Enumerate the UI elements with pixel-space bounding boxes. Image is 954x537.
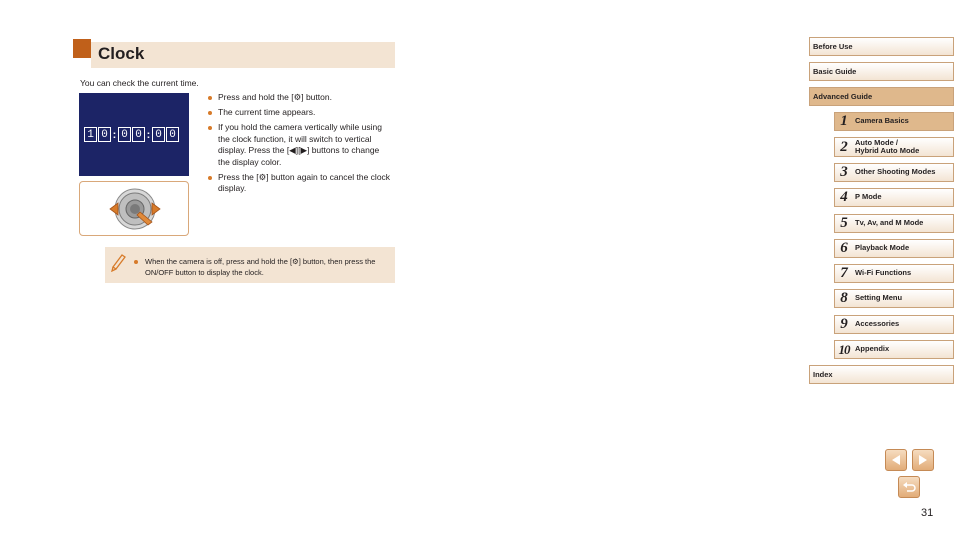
note-text: When the camera is off, press and hold the [⚙] button, then press the ON/OFF button to display the clock. — [145, 257, 376, 277]
instruction-list — [208, 92, 392, 198]
sidebar-item-basic-guide[interactable]: Basic Guide — [809, 62, 954, 81]
list-item: The current time appears. — [208, 107, 392, 119]
clock-digit: 1 — [84, 127, 97, 142]
sidebar-chapter-appendix[interactable]: 10 Appendix — [834, 340, 954, 359]
sidebar-item-advanced-guide[interactable]: Advanced Guide — [809, 87, 954, 106]
sidebar-chapter-accessories[interactable]: 9 Accessories — [834, 315, 954, 334]
list-item: If you hold the camera vertically while using the clock function, it will switch to vertical display. Press the [◀][▶] buttons to change the display color. — [208, 122, 392, 168]
sidebar-item-index[interactable]: Index — [809, 365, 954, 384]
right-arrow-icon — [917, 454, 929, 466]
return-button[interactable] — [898, 476, 920, 498]
page-title: Clock — [98, 44, 145, 63]
clock-colon: : — [112, 128, 117, 141]
prev-page-button[interactable] — [885, 449, 907, 471]
sidebar-item-before-use[interactable]: Before Use — [809, 37, 954, 56]
page-number: 31 — [921, 507, 934, 519]
sidebar-chapter-setting-menu[interactable]: 8 Setting Menu — [834, 289, 954, 308]
sidebar-chapter-other-shooting-modes[interactable]: 3 Other Shooting Modes — [834, 163, 954, 182]
sidebar-chapter-camera-basics[interactable]: 1 Camera Basics — [834, 112, 954, 131]
clock-digits — [84, 127, 180, 142]
list-item: Press and hold the [⚙] button. — [208, 92, 392, 104]
pencil-icon — [110, 252, 128, 272]
title-marker — [73, 39, 91, 58]
intro-text: You can check the current time. — [80, 78, 199, 88]
clock-digit: 0 — [152, 127, 165, 142]
clock-digit: 0 — [132, 127, 145, 142]
return-icon — [902, 480, 916, 494]
left-arrow-icon — [890, 454, 902, 466]
clock-digit: 0 — [98, 127, 111, 142]
sidebar-chapter-tv-av-m-mode[interactable]: 5 Tv, Av, and M Mode — [834, 214, 954, 233]
clock-digit: 0 — [118, 127, 131, 142]
sidebar-chapter-playback-mode[interactable]: 6 Playback Mode — [834, 239, 954, 258]
sidebar-chapter-auto-mode[interactable]: 2 Auto Mode / Hybrid Auto Mode — [834, 137, 954, 157]
clock-colon: : — [146, 128, 151, 141]
sidebar-chapter-wifi-functions[interactable]: 7 Wi-Fi Functions — [834, 264, 954, 283]
control-dial-icon — [80, 182, 188, 235]
next-page-button[interactable] — [912, 449, 934, 471]
control-dial-image — [79, 181, 189, 236]
clock-digit: 0 — [166, 127, 179, 142]
sidebar-chapter-p-mode[interactable]: 4 P Mode — [834, 188, 954, 207]
list-item: Press the [⚙] button again to cancel the clock display. — [208, 172, 392, 195]
note-bullet — [134, 260, 138, 264]
